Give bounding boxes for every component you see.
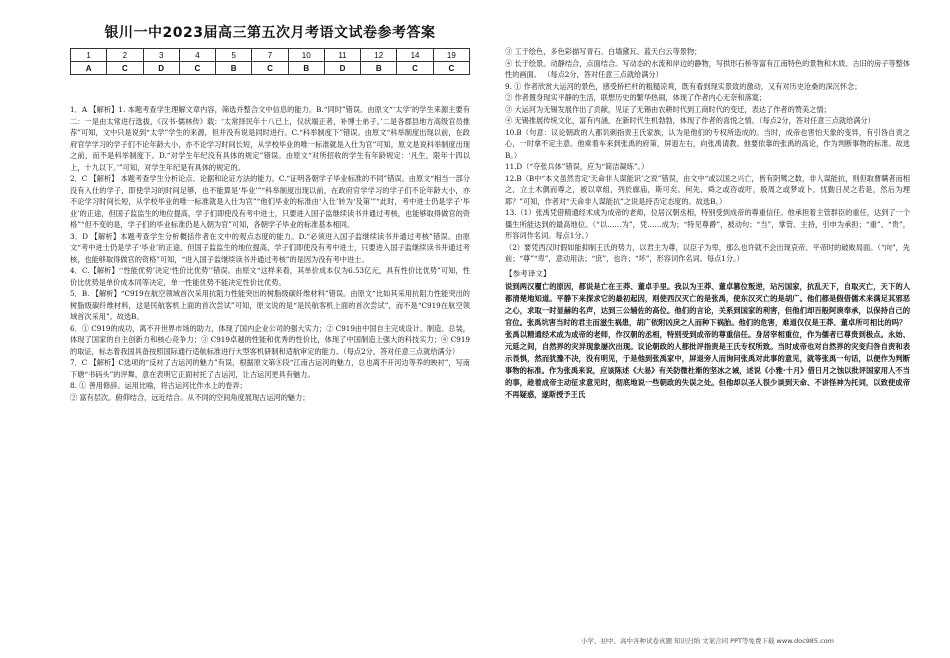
answer-paragraph: ② 富有层次。俯仰结合，远近结合。从不同的空间角度展现古运河的魅力； [70,392,310,402]
question-number: 1 [71,49,107,62]
question-number: 3 [143,49,179,62]
answer-cell: D [143,62,179,75]
answer-paragraph: ④ 长于绘景。动静结合，点面结合。写动态的水流和岸边的静物，写拱形石桥等富有江南特色的景物和木质、古旧的房子等整体性的画面。 （每点2分，答对任意三点就给满分） [505,58,910,79]
question-number: 12 [361,49,397,62]
answer-paragraph: 12.B（B中“本文虽然肯定‘天命非人谋能识’之说”错误，由文中“或以国之兴亡，皆有阴骘之数，非人谋能抗，则但取曹瞒者而相之，立土木偶而尊之，被以章组，列於廊庙，斯可矣。何先、舜之或咨或吁，殷周之或梦或卜，忧勤日昃之若是，然后为理耶？”可知，作者对“天命非人谋能抗”之说是持否定态度的。故选B。） [505,173,910,206]
answer-paragraph: ④ 无锡推展传统文化，富有内涵，在新时代生机勃勃，体现了作者的喜悦之情。（每点2分，答对任意三点就给满分） [505,116,875,125]
answer-cell: B [216,62,252,75]
answer-table-number-row [71,49,470,62]
answer-paragraph: 13.（1）张禹凭借精通经术成为成帝的老师，位居汉朝丞相，特别受到成帝的尊重信任。他承担着主管群臣的重任，达到了一个僵生所能达到的最高地位。（“以……为”，凭……成为；“特见尊爵”，被动句；“当”，掌管、主持，引申为承担；“重”、“贵”，形容词作名词。每点1分。） [505,208,910,240]
answer-cell: C [433,62,469,75]
answer-cell: D [324,62,360,75]
answer-table-answer-row [71,62,470,75]
answer-cell: C [252,62,288,75]
answer-paragraph: 1．A 【解析】1. 本题考查学生理解文章内容，筛选并整合文中信息的能力。B.“同时”错误。由原文“‘太学’的学生来源主要有二：一是由太常进行选拔，《汉书·儒林传》载：‘太常择民年十八已上，仪状端正者，补博士弟子。’二是各郡县地方高级官员推荐”可知，文中只是说到“太学”学生的来源，但并没有说是同时进行。C.“科举制度下”错误。由原文“科举制度出现以前，在政府官学学习的学子们不论年龄大小，亦不论学习时间长短，从学校毕业的唯一标准就是入仕为官”可知，原文是说科举制度出现之前，而不是科举制度下。D.“对学生年纪没有具体的规定”错误。由原文“对所招收的学生有年龄规定：‘凡生，限年十四以上，十九以下。’”可知，对学生年纪是有具体的规定的。 [70,105,470,172]
answer-cell: C [107,62,143,75]
left-answers [70,104,470,403]
question-number: 5 [216,49,252,62]
right-answers [505,46,910,401]
page-title: 银川一中2023届高三第五次月考语文试卷参考答案 [104,25,436,41]
question-number: 14 [397,49,433,62]
question-number: 4 [179,49,215,62]
translation-paragraph: 说到两汉覆亡的原因，都说是亡在王莽、董卓手里。我以为王莽、董卓篡位叛逆，玷污国家，抗乱天下，自取灭亡，天下的人都清楚地知道。平静下来探求它的最初起因，则使西汉灭亡的是张禹，使东汉灭亡的是胡广。他们都是假借儒术来满足其邪恶之心，求取一时显赫的名声，达到三公辅佐的高位。他们的言论，关系到国家的利害，但他们却百般阿谀奉承，以保持自己的官位。张禹坑害当时的君主而滋生祸患，胡广依附凶戾之人而种下祸胎。他们的危害，难道仅仅是王莽、董卓所可相比的吗？ [505,281,910,327]
answer-paragraph: ③ 工于绘色，多色彩描写青石、白墙黛瓦、蓝天白云等景物； [505,47,702,56]
translation-paragraph: 张禹以精通经术成为成帝的老师，作汉朝的丞相，特别受到成帝的尊重信任。身居宰相重位，作为儒者已尊贵到极点。永始、元延之间，自然界的灾异现象屡次出现。议论朝政的人都批评指责是王氏专权所致。当时成帝也对自然界的灾变归咎自责和表示畏惧，然而犹豫不决，没有明见，于是他到张禹家中，屏退旁人而询问张禹对此事的意见，就等张禹一句话，以便作为判断事物的标准。作为张禹来说，应该陈述《大易》有关防微杜渐的坚冰之诫，述说《小雅·十月》借日月之蚀以批评国家用人不当的事，趁着成帝主动征求意见时，彻底地说一些朝政的失误之处。但他却以圣人很少谈到天命、不讲怪神为托词，以致使成帝不再疑惑，遂斯授予王氏 [505,329,910,400]
answer-paragraph: 11.D（“夺张兵体”错误，应为“简洁凝练”。） [505,162,649,171]
question-number: 10 [288,49,324,62]
answer-paragraph: 6．① C919的成功，离不开世界市场的助力，体现了国内企业公司的强大实力；② C919由中国自主完成设计、制造、总装，体现了国家的自主创新力和核心竞争力；③ C919卓越的性能和优秀的性价比，体现了中国制造上强大的科技实力；④ C919的取证，标志着我国具备按照国际通行适航标准进行大型客机研制和适航审定的能力。（每点2分，答对任意三点就给满分） [70,323,470,356]
question-number: 11 [324,49,360,62]
answer-cell: C [179,62,215,75]
answer-paragraph: 5．B. 【解析】“C919在航空领域首次采用抗阻力性能突出的树脂级碳纤维材料”错误。由原文“比如其采用抗阻力性能突出的树脂级碳纤维材料，这是民航客机上面的首次尝试”可知，原文说的是“是民航客机上面的首次尝试”，而不是“C919在航空领域首次采用”。故选B。 [70,289,470,321]
answer-table [70,48,470,75]
answer-paragraph: （2）要凭西汉时假如能抑制王氏的势力，以君主为尊，以臣子为卑，那么也许就不会出现哀帝、平帝时的破败局面。（“向”，先前；“尊”“卑”，意动用法；“庶”，也许；“坏”，形容词作名词。每点1分。） [505,242,910,263]
answer-paragraph: 8. ① 善用修辞。运用比喻，将古运河比作水上的卷弄； [70,381,247,390]
answer-paragraph: 10.B（句意：议论朝政的人都讥刺指责王氏家族，认为是他们的专权所造成的。当时，成帝也害怕天象的变异，有引咎自责之心，一时拿不定主意。他乘着车来到张禹的府第，屏退左右，向张禹请教。他要依靠的张禹的高论，作为判断事物的标准。故选B。） [505,127,910,160]
page-footer: 小学、初中、高中各种试卷真题 知识归纳 文案合同 PPT等免费下载 www.doc985.com [580,637,835,645]
answer-cell: B [288,62,324,75]
answer-paragraph: ③ 大运河为无锡发展作出了贡献，见证了无锡由农耕时代到工商时代的变迁，表达了作者的赞美之情； [505,104,831,114]
question-number: 2 [107,49,143,62]
answer-cell: C [397,62,433,75]
answer-paragraph: 9. ① 作者欣赏大运河的景色，感受桥栏杆的粗糙凉爽，既有看到现实景致的激动，又有对历史沧桑的深沉怀念； [505,81,862,91]
reference-translation-label: 【参考译文】 [505,268,551,278]
question-number: 7 [252,49,288,62]
answer-cell: A [71,62,107,75]
answer-paragraph: 3．D 【解析】本题考查学生分析概括作者在文中的观点态度的能力。D.“必须进入国子监继续读书并通过考核”错误。由原文“考中进士仍是学子‘毕业’的正途，但国子监监生的地位提高，学子们即使没有考中进士，只要进入国子监继续读书并通过考核，也能够取得做官的资格”可知，“进入国子监继续读书并通过考核”的是因为没有考中进士。 [70,231,470,264]
question-number: 19 [433,49,469,62]
answer-cell: B [361,62,397,75]
answer-paragraph: 7．C 【解析】C选项的“反衬了古运河的魅力”有误，根据原文第⑧段“江南古运河的魅力，总也离不开河边等养的映衬”，写南下塘“书码头”的评舞，意在表明它正面衬托了古运河，让古运河更具有魅力。 [70,358,470,379]
answer-paragraph: 4．C.【解析】‘‘性能优势’决定‘性价比优势’’错误。由原文“这样来看，其单价成本仅为6.53亿元，具有性价比优势”可知，性价比优势是单价成本同等决定，单一性能优势不能决定性价比优势。 [70,266,470,287]
answer-paragraph: 2．C 【解析】 本题考查学生分析论点、论据和论证方法的能力。C.“证明各朝学子毕业标准的不同”错误。由原文“相当一部分没有入仕的学子，即使学习的时间足够，也不能算是‘毕业’”“科举制度出现以前，在政府官学学习的学子们不论年龄大小，亦不论学习时间长短，从学校毕业的唯一标准就是入仕为官”“他们毕业的标准由‘入仕’转为‘及第’”“此时，考中进士仍是学子‘毕业’的正途，但国子监监生的地位提高，学子们即使没有考中进士，只要进入国子监继续读书并通过考核，也能够取得做官的资格”“但不变的是，学子们的毕业标准仍是入朝为官”可知，各朝学子毕业的标准基本相同。 [70,174,470,229]
answer-paragraph: ② 作者置身现实平静的生活，联想历史的繁华热闹，体现了作者内心无奈和落寞； [505,93,767,102]
